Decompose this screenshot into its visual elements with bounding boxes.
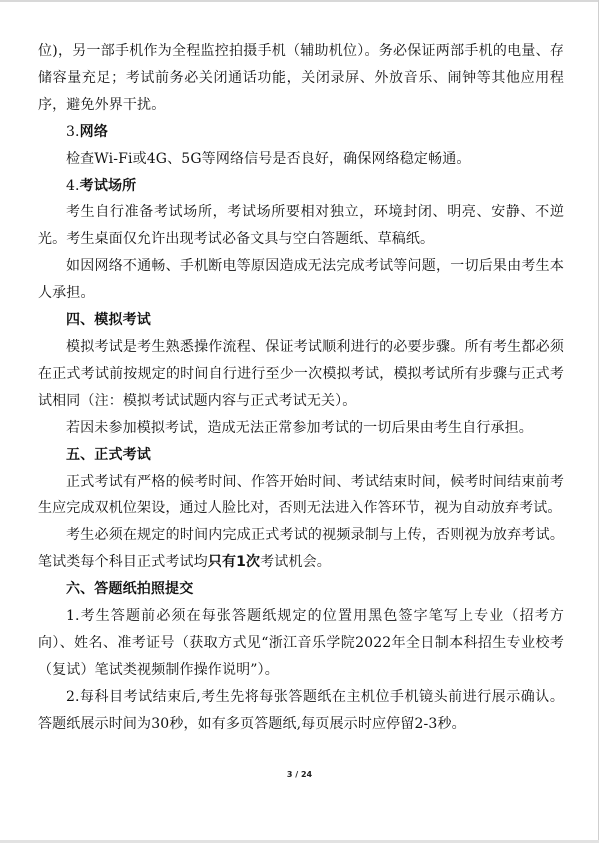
heading-exam-venue-title: 考试场所 [79,177,137,194]
paragraph-network: 检查Wi-Fi或4G、5G等网络信号是否良好，确保网络稳定畅通。 [66,150,471,167]
paragraph-answer-sheet-1: 1.考生答题前必须在每张答题纸规定的位置用黑色签字笔写上专业（招考方向）、姓名、准考证号（获取方式见“浙江音乐学院2022年全日制本科招生专业校考（复试）笔试类视频制作操作说明”）。 [38,608,564,678]
heading-exam-venue [38,173,564,200]
page-edge-top [0,0,599,2]
paragraph-answer-sheet-2: 2.每科目考试结束后,考生先将每张答题纸在主机位手机镜头前进行展示确认。答题纸展示时间为30秒，如有多页答题纸,每页展示时应停留2-3秒。 [38,688,564,732]
paragraph-formal-exam-upload [38,522,564,576]
heading-mock-exam: 四、模拟考试 [66,312,151,329]
heading-answer-sheet: 六、答题纸拍照提交 [66,581,194,598]
upload-text-a: 考生必须在规定的时间内完成正式考试的视频录制与上传，否则视为放弃考试。笔试类每个科目正式考试均 [38,527,564,571]
paragraph-formal-exam: 正式考试有严格的候考时间、作答开始时间、考试结束时间，候考时间结束前考生应完成双机位架设，通过人脸比对，否则无法进入作答环节，视为自动放弃考试。 [38,473,564,517]
paragraph-consequences: 如因网络不通畅、手机断电等原因造成无法完成考试等问题，一切后果由考生本人承担。 [38,258,564,302]
heading-network-number: 3. [66,123,80,140]
heading-network [38,119,564,146]
paragraph-dual-phone: 位)，另一部手机作为全程监控拍摄手机（辅助机位）。务必保证两部手机的电量、存储容量充足；考试前务必关闭通话功能，关闭录屏、外放音乐、闹钟等其他应用程序，避免外界干扰。 [38,43,564,113]
heading-formal-exam: 五、正式考试 [66,446,151,463]
page-content [38,38,564,738]
paragraph-mock-exam: 模拟考试是考生熟悉操作流程、保证考试顺利进行的必要步骤。所有考生都必须在正式考试前按规定的时间自行进行至少一次模拟考试，模拟考试所有步骤与正式考试相同（注：模拟考试试题内容与正式考试无关）。 [38,338,564,409]
heading-network-title: 网络 [79,123,108,140]
heading-exam-venue-number: 4. [66,177,80,194]
only-once-emphasis: 只有1次 [207,554,261,571]
paragraph-mock-exam-consequence: 若因未参加模拟考试，造成无法正常参加考试的一切后果由考生自行承担。 [66,419,533,436]
paragraph-exam-venue: 考生自行准备考试场所，考试场所要相对独立，环境封闭、明亮、安静、不逆光。考生桌面仅允许出现考试必备文具与空白答题纸、草稿纸。 [38,204,564,248]
upload-text-c: 考试机会。 [260,554,331,571]
page-number: 3 / 24 [286,770,313,779]
